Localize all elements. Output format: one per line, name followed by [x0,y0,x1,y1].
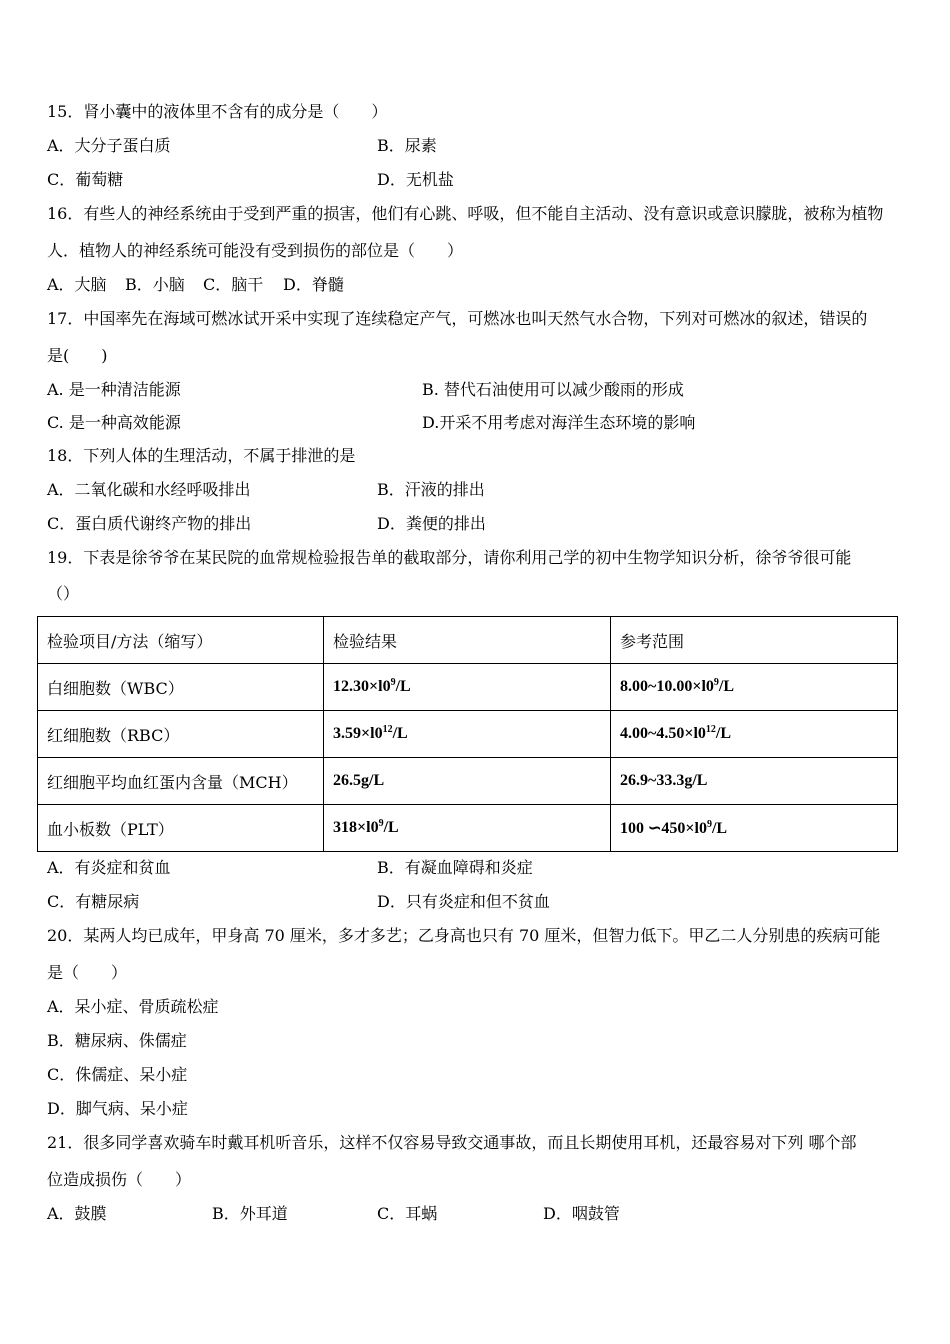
row-result: 26.5g/L [324,758,611,805]
row-item: 血小板数（PLT） [38,805,324,852]
q15-option-d: D．无机盐 [377,170,454,189]
q19-option-a: A．有炎症和贫血 [47,858,171,877]
header-item: 检验项目/方法（缩写） [38,617,324,664]
q21-stem-line2: 位造成损伤（ ） [47,1170,192,1189]
row-range: $8.00\sim 10.00\times l0^9/L$ [611,664,898,711]
q16-stem-line1: 16．有些人的神经系统由于受到严重的损害，他们有心跳、呼吸，但不能自主活动、没有意识或意识朦胧，被称为植物 [47,204,884,223]
row-range: 100 $∽450\times l0^9/L$ [611,805,898,852]
q18-option-c: C．蛋白质代谢终产物的排出 [47,514,252,533]
q20-stem-line2: 是（ ） [47,963,128,982]
q21-stem-line1: 21．很多同学喜欢骑车时戴耳机听音乐，这样不仅容易导致交通事故，而且长期使用耳机，还最容易对下列 哪个部 [47,1133,857,1152]
q15-stem: 15．肾小囊中的液体里不含有的成分是（ ） [47,102,388,121]
q17-option-b: B. 替代石油使用可以减少酸雨的形成 [422,380,684,399]
q19-option-c: C．有糖尿病 [47,892,140,911]
q15-option-a: A．大分子蛋白质 [47,136,171,155]
q21-option-a: A．鼓膜 [47,1204,107,1223]
row-range: 26.9~33.3g/L [611,758,898,805]
table-row [38,711,898,758]
q17-option-d: D.开采不用考虑对海洋生态环境的影响 [422,413,696,432]
row-item: 红细胞数（RBC） [38,711,324,758]
q20-option-d: D．脚气病、呆小症 [47,1099,188,1118]
q20-option-a: A．呆小症、骨质疏松症 [47,997,219,1016]
row-item: 红细胞平均血红蛋内含量（MCH） [38,758,324,805]
q18-option-a: A．二氧化碳和水经呼吸排出 [47,480,251,499]
table-row [38,805,898,852]
q16-option-d: D．脊髓 [283,275,344,294]
q16-option-b: B．小脑 [125,275,185,294]
table-header-row [38,617,898,664]
q20-option-b: B．糖尿病、侏儒症 [47,1031,187,1050]
q15-option-c: C．葡萄糖 [47,170,124,189]
q19-option-b: B．有凝血障碍和炎症 [377,858,533,877]
row-result: $3.59\times l0^{12}/L$ [324,711,611,758]
q19-option-d: D．只有炎症和但不贫血 [377,892,550,911]
header-result: 检验结果 [324,617,611,664]
row-item: 白细胞数（WBC） [38,664,324,711]
q17-option-c: C. 是一种高效能源 [47,413,181,432]
q17-stem-line1: 17．中国率先在海域可燃冰试开采中实现了连续稳定产气，可燃冰也叫天然气水合物，下列对可燃冰的叙述，错误的 [47,309,868,328]
table-row [38,664,898,711]
q18-option-b: B．汗液的排出 [377,480,485,499]
q16-stem-line2: 人．植物人的神经系统可能没有受到损伤的部位是（ ） [47,241,464,260]
q16-option-c: C．脑干 [203,275,264,294]
q21-option-d: D．咽鼓管 [543,1204,620,1223]
q20-option-c: C．侏儒症、呆小症 [47,1065,188,1084]
q18-option-d: D．粪便的排出 [377,514,486,533]
q21-option-c: C．耳蜗 [377,1204,438,1223]
q17-stem-line2: 是( ) [47,346,108,365]
q18-stem: 18．下列人体的生理活动，不属于排泄的是 [47,446,356,465]
header-range: 参考范围 [611,617,898,664]
q16-option-a: A．大脑 [47,275,107,294]
row-result: $318\times l0^9/L$ [324,805,611,852]
q15-option-b: B．尿素 [377,136,437,155]
row-range: $4.00\sim 4.50\times l0^{12}/L$ [611,711,898,758]
row-result: $12.30\times l0^9/L$ [324,664,611,711]
q21-option-b: B．外耳道 [212,1204,288,1223]
table-row [38,758,898,805]
blood-test-table [37,616,898,852]
q20-stem-line1: 20．某两人均已成年，甲身高 70 厘米，多才多艺；乙身高也只有 70 厘米，但智力低下。甲乙二人分别患的疾病可能 [47,926,881,945]
q19-stem-line1: 19．下表是徐爷爷在某民院的血常规检验报告单的截取部分，请你利用己学的初中生物学知识分析，徐爷爷很可能 [47,548,852,567]
q19-stem-line2: （） [47,584,80,603]
q17-option-a: A. 是一种清洁能源 [47,380,181,399]
